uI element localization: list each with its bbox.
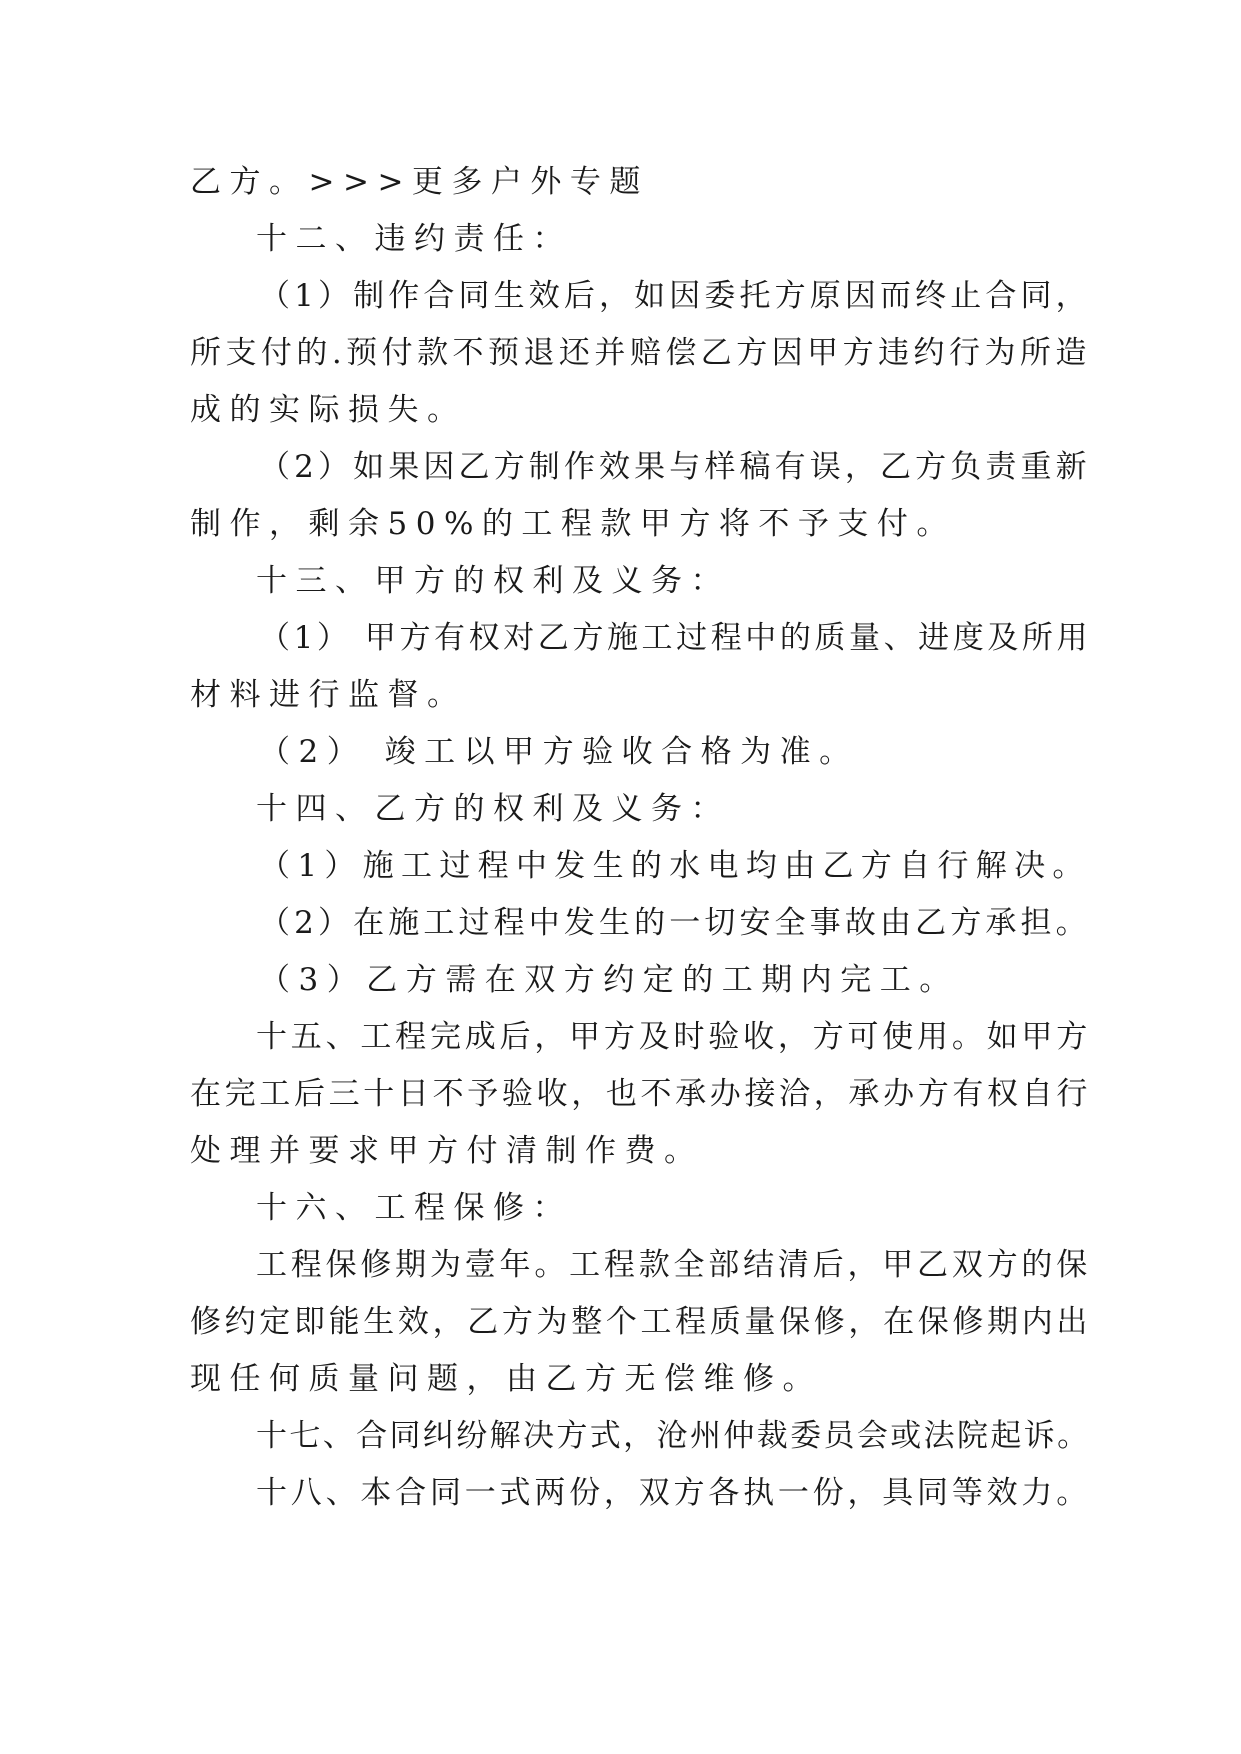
section-heading-completion: 十五、工程完成后，甲方及时验收，方可使用。如甲方	[256, 1019, 1091, 1055]
text-line: （1）施工过程中发生的水电均由乙方自行解决。	[259, 848, 1091, 884]
text-line: 乙方。>>>更多户外专题	[190, 164, 649, 200]
text-line: 所支付的.预付款不预退还并赔偿乙方因甲方违约行为所造	[190, 335, 1091, 371]
section-heading-warranty: 十六、工程保修：	[256, 1190, 572, 1226]
section-heading-breach-liability: 十二、违约责任：	[256, 221, 572, 257]
text-line: （3）乙方需在双方约定的工期内完工。	[259, 962, 959, 998]
text-line: （2） 竣工以甲方验收合格为准。	[259, 734, 859, 770]
section-heading-dispute-resolution: 十七、合同纠纷解决方式，沧州仲裁委员会或法院起诉。	[256, 1418, 1091, 1454]
text-line: 修约定即能生效，乙方为整个工程质量保修，在保修期内出	[190, 1304, 1091, 1340]
text-line: （2）如果因乙方制作效果与样稿有误，乙方负责重新	[259, 449, 1091, 485]
text-line: 在完工后三十日不予验收，也不承办接洽，承办方有权自行	[190, 1076, 1091, 1112]
text-line: 材料进行监督。	[190, 677, 467, 713]
text-line: 处理并要求甲方付清制作费。	[190, 1133, 704, 1169]
section-heading-copies: 十八、本合同一式两份，双方各执一份，具同等效力。	[256, 1475, 1091, 1511]
text-line: （1）制作合同生效后，如因委托方原因而终止合同，	[259, 278, 1091, 314]
text-line: 制作，剩余50%的工程款甲方将不予支付。	[190, 506, 956, 542]
section-heading-party-b-rights: 十四、乙方的权利及义务：	[256, 791, 730, 827]
text-line: （1） 甲方有权对乙方施工过程中的质量、进度及所用	[259, 620, 1092, 656]
text-line: 工程保修期为壹年。工程款全部结清后，甲乙双方的保	[256, 1247, 1091, 1283]
text-line: 现任何质量问题，由乙方无偿维修。	[190, 1361, 822, 1397]
text-line: 成的实际损失。	[190, 392, 467, 428]
section-heading-party-a-rights: 十三、甲方的权利及义务：	[256, 563, 730, 599]
text-line: （2）在施工过程中发生的一切安全事故由乙方承担。	[259, 905, 1091, 941]
